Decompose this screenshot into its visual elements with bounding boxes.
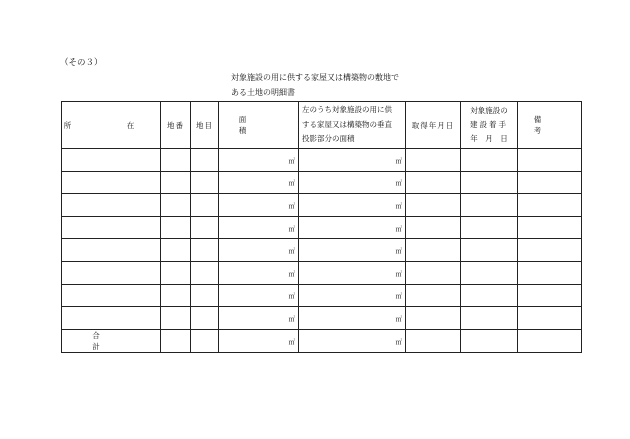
- header-acquisition-date: 取得年月日: [406, 102, 461, 149]
- lot-number-cell[interactable]: [161, 307, 191, 330]
- construction-date-cell[interactable]: [461, 239, 518, 262]
- land-category-cell[interactable]: [191, 261, 219, 284]
- header-remarks: 備 考: [518, 102, 582, 149]
- lot-number-cell[interactable]: [161, 194, 191, 217]
- remarks-cell[interactable]: [518, 284, 582, 307]
- land-category-cell[interactable]: [191, 149, 219, 172]
- area-cell[interactable]: ㎡: [219, 194, 299, 217]
- total-row: [62, 329, 582, 352]
- acquisition-date-cell[interactable]: [406, 307, 461, 330]
- remarks-cell[interactable]: [518, 171, 582, 194]
- area-cell[interactable]: ㎡: [219, 284, 299, 307]
- acquisition-date-cell[interactable]: [406, 171, 461, 194]
- construction-date-cell[interactable]: [461, 307, 518, 330]
- construction-date-cell[interactable]: [461, 329, 518, 352]
- acquisition-date-cell[interactable]: [406, 216, 461, 239]
- land-category-cell[interactable]: [191, 284, 219, 307]
- table-row: [62, 261, 582, 284]
- table-row: [62, 194, 582, 217]
- facility-area-cell[interactable]: ㎡: [299, 194, 406, 217]
- land-details-table: [61, 101, 597, 353]
- remarks-cell[interactable]: [518, 239, 582, 262]
- total-area-cell[interactable]: ㎡: [219, 329, 299, 352]
- header-area: 面 積: [219, 102, 299, 149]
- remarks-cell[interactable]: [518, 261, 582, 284]
- header-land-category: 地目: [191, 102, 219, 149]
- header-lot-number: 地番: [161, 102, 191, 149]
- facility-area-cell[interactable]: ㎡: [299, 284, 406, 307]
- land-category-cell[interactable]: [191, 194, 219, 217]
- remarks-cell[interactable]: [518, 307, 582, 330]
- table-row: [62, 216, 582, 239]
- facility-area-cell[interactable]: ㎡: [299, 261, 406, 284]
- acquisition-date-cell[interactable]: [406, 149, 461, 172]
- table-header-row: [62, 102, 582, 149]
- header-construction-start-date: 対象施設の 建設着手 年 月 日: [461, 102, 518, 149]
- table-row: [62, 171, 582, 194]
- construction-date-cell[interactable]: [461, 284, 518, 307]
- sheet-label: （その３）: [60, 58, 103, 68]
- acquisition-date-cell[interactable]: [406, 194, 461, 217]
- remarks-cell[interactable]: [518, 149, 582, 172]
- remarks-cell[interactable]: [518, 216, 582, 239]
- acquisition-date-cell[interactable]: [406, 239, 461, 262]
- facility-area-cell[interactable]: ㎡: [299, 149, 406, 172]
- location-cell[interactable]: [62, 284, 161, 307]
- lot-number-cell[interactable]: [161, 149, 191, 172]
- land-category-cell[interactable]: [191, 216, 219, 239]
- document-title-line-1: 対象施設の用に供する家屋又は構築物の敷地で: [231, 73, 399, 82]
- total-label-cell: [62, 329, 168, 352]
- table-row: [62, 284, 582, 307]
- facility-area-cell[interactable]: ㎡: [299, 239, 406, 262]
- facility-area-cell[interactable]: ㎡: [299, 307, 406, 330]
- location-cell[interactable]: [62, 149, 161, 172]
- area-cell[interactable]: ㎡: [219, 216, 299, 239]
- location-cell[interactable]: [62, 239, 161, 262]
- lot-number-cell[interactable]: [161, 239, 191, 262]
- remarks-cell[interactable]: [518, 194, 582, 217]
- document-title-line-2: ある土地の明細書: [231, 88, 295, 97]
- location-cell[interactable]: [62, 261, 161, 284]
- land-category-cell[interactable]: [191, 307, 219, 330]
- location-cell[interactable]: [62, 216, 161, 239]
- header-facility-projection-area: 左のうち対象施設の用に供 する家屋又は構築物の垂直 投影部分の面積: [299, 102, 406, 149]
- header-location: 所 在: [62, 102, 161, 149]
- construction-date-cell[interactable]: [461, 194, 518, 217]
- table-row: [62, 149, 582, 172]
- area-cell[interactable]: ㎡: [219, 307, 299, 330]
- facility-area-cell[interactable]: ㎡: [299, 171, 406, 194]
- lot-number-cell[interactable]: [161, 261, 191, 284]
- location-cell[interactable]: [62, 194, 161, 217]
- acquisition-date-cell[interactable]: [406, 284, 461, 307]
- table-row: [62, 307, 582, 330]
- area-cell[interactable]: ㎡: [219, 239, 299, 262]
- location-cell[interactable]: [62, 307, 161, 330]
- table-row: [62, 239, 582, 262]
- construction-date-cell[interactable]: [461, 149, 518, 172]
- total-label: 合 計: [92, 330, 168, 351]
- construction-date-cell[interactable]: [461, 171, 518, 194]
- area-cell[interactable]: ㎡: [219, 261, 299, 284]
- area-cell[interactable]: ㎡: [219, 149, 299, 172]
- land-category-cell[interactable]: [191, 329, 219, 352]
- facility-area-cell[interactable]: ㎡: [299, 216, 406, 239]
- remarks-cell[interactable]: [518, 329, 582, 352]
- lot-number-cell[interactable]: [161, 171, 191, 194]
- acquisition-date-cell[interactable]: [406, 329, 461, 352]
- land-category-cell[interactable]: [191, 239, 219, 262]
- land-category-cell[interactable]: [191, 171, 219, 194]
- lot-number-cell[interactable]: [161, 216, 191, 239]
- area-cell[interactable]: ㎡: [219, 171, 299, 194]
- construction-date-cell[interactable]: [461, 216, 518, 239]
- acquisition-date-cell[interactable]: [406, 261, 461, 284]
- location-cell[interactable]: [62, 171, 161, 194]
- construction-date-cell[interactable]: [461, 261, 518, 284]
- lot-number-cell[interactable]: [161, 284, 191, 307]
- total-facility-area-cell[interactable]: ㎡: [299, 329, 406, 352]
